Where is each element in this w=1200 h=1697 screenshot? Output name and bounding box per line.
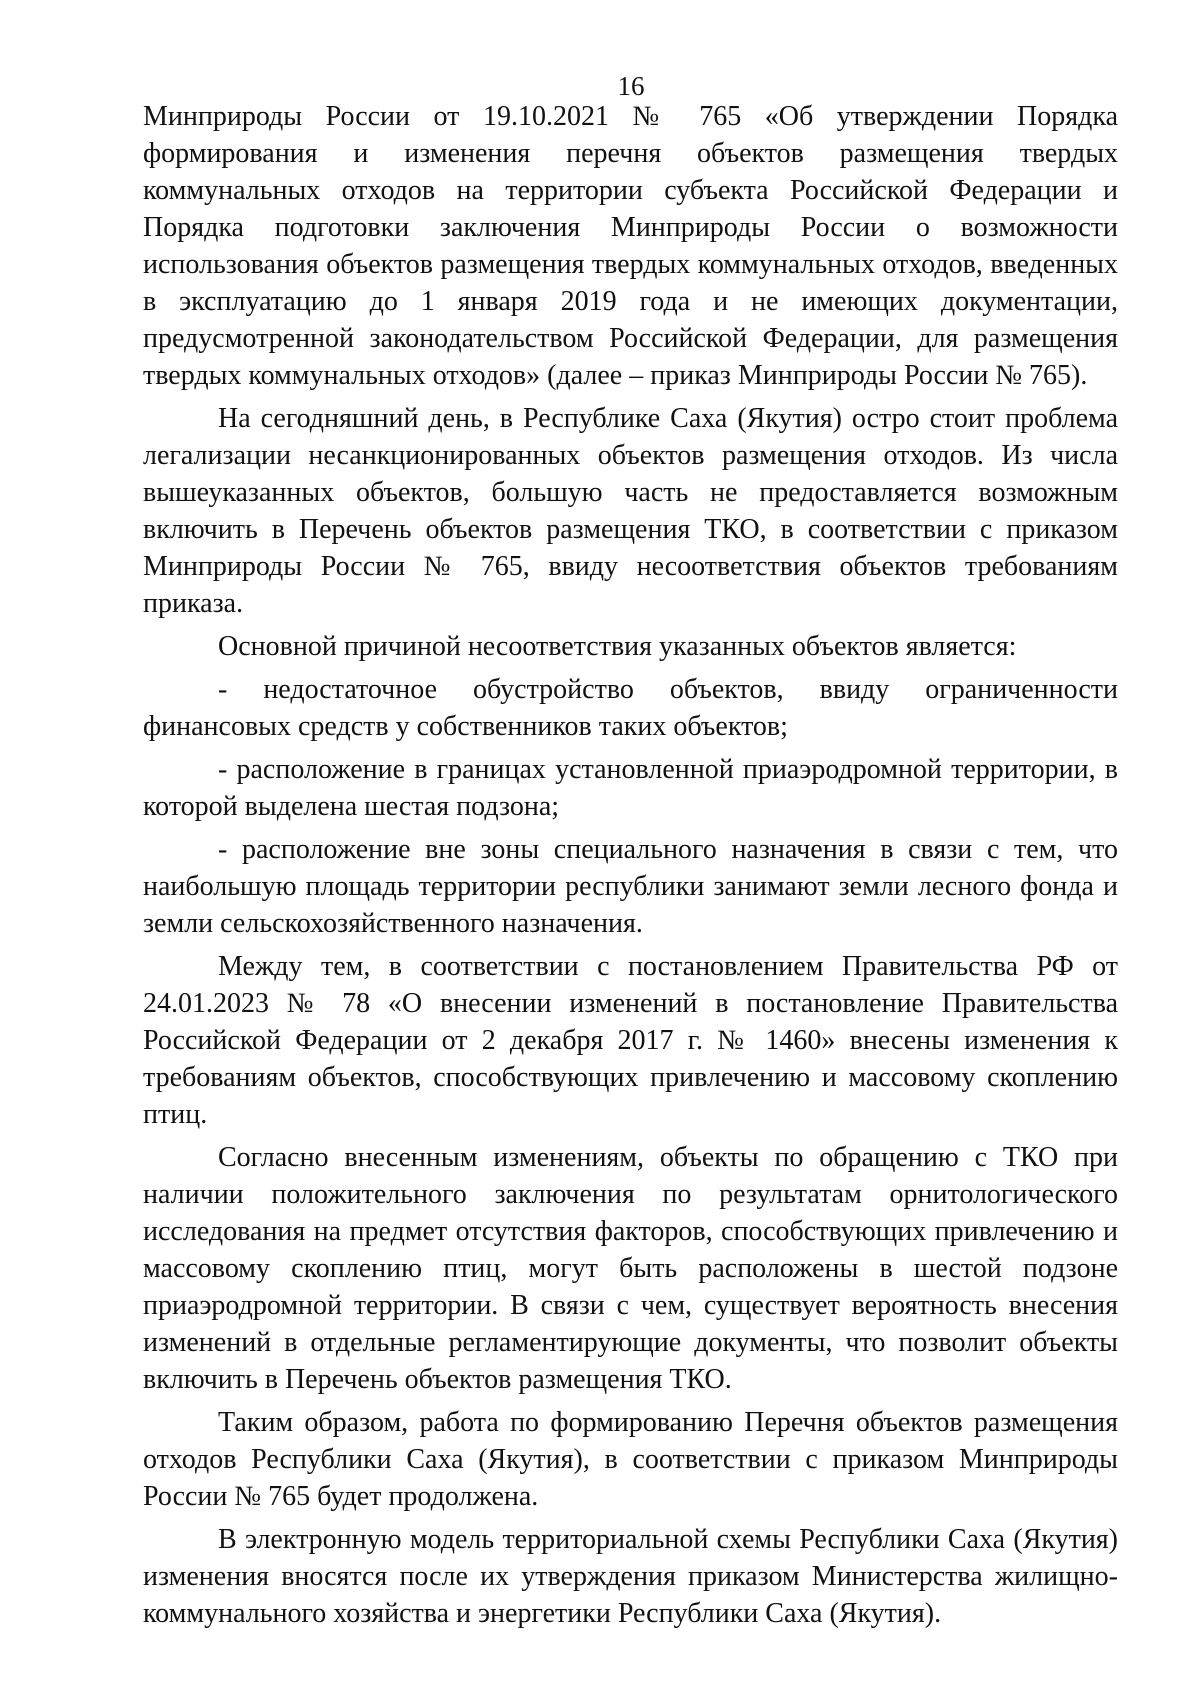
page-number: 16 (617, 71, 645, 101)
paragraph-order-reference: Минприроды России от 19.10.2021 № 765 «Об утверждении Порядка формирования и изменения перечня объектов размещения твердых коммунальных отходов на территории субъекта Российской Федерации и Порядка подготовки заключения Минприроды России о возможности использования объектов размещения твердых коммунальных отходов, введенных в эксплуатацию до 1 января 2019 года и не имеющих документации, предусмотренной законодательством Российской Федерации, для размещения твердых коммунальных отходов» (далее – приказ Минприроды России № 765). (143, 101, 1118, 391)
paragraph-main-reason: Основной причиной несоответствия указанных объектов является: (218, 631, 1017, 662)
paragraph-government-decree: Между тем, в соответствии с постановлением Правительства РФ от 24.01.2023 № 78 «О внесении изменений в постановление Правительства Российской Федерации от 2 декабря 2017 г. № 1460» внесены изменения к требованиям объектов, способствующих привлечению и массовому скоплению птиц. (143, 951, 1118, 1130)
paragraph-work-continued: Таким образом, работа по формированию Перечня объектов размещения отходов Республики Саха (Якутия), в соответствии с приказом Минприроды России № 765 будет продолжена. (143, 1407, 1118, 1512)
paragraph-amendments: Согласно внесенным изменениям, объекты по обращению с ТКО при наличии положительного заключения по результатам орнитологического исследования на предмет отсутствия факторов, способствующих привлечению и массовому скоплению птиц, могут быть расположены в шестой подзоне приаэродромной территории. В связи с чем, существует вероятность внесения изменений в отдельные регламентирующие документы, что позволит объекты включить в Перечень объектов размещения ТКО. (143, 1142, 1118, 1395)
list-item-airfield-territory: - расположение в границах установленной приаэродромной территории, в которой выделена шестая подзона; (143, 754, 1118, 822)
document-body (143, 98, 1118, 1638)
list-item-outside-special-zone: - расположение вне зоны специального назначения в связи с тем, что наибольшую площадь территории республики занимают земли лесного фонда и земли сельскохозяйственного назначения. (143, 834, 1118, 939)
paragraph-electronic-model: В электронную модель территориальной схемы Республики Саха (Якутия) изменения вносятся после их утверждения приказом Министерства жилищно-коммунального хозяйства и энергетики Республики Саха (Якутия). (143, 1524, 1118, 1629)
paragraph-legalization-problem: На сегодняшний день, в Республике Саха (Якутия) остро стоит проблема легализации несанкционированных объектов размещения отходов. Из числа вышеуказанных объектов, большую часть не предоставляется возможным включить в Перечень объектов размещения ТКО, в соответствии с приказом Минприроды России № 765, ввиду несоответствия объектов требованиям приказа. (143, 403, 1118, 619)
list-item-insufficient-equipment: - недостаточное обустройство объектов, ввиду ограниченности финансовых средств у собственников таких объектов; (143, 674, 1118, 742)
